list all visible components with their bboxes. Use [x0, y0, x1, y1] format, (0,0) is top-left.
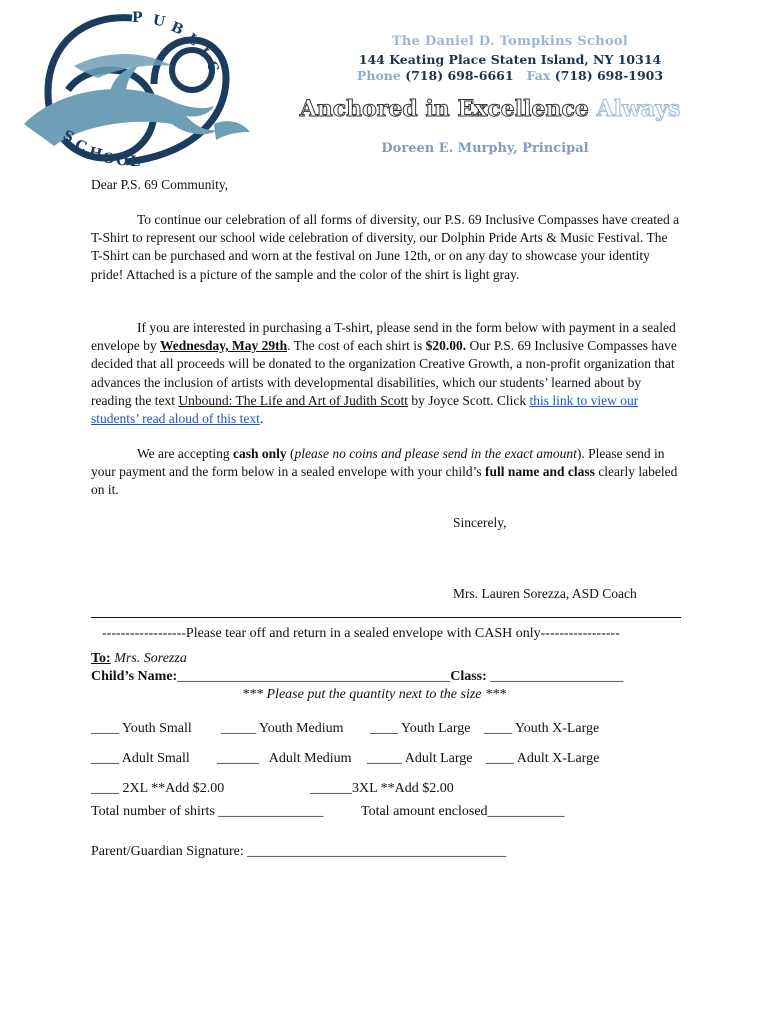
paragraph-payment	[91, 445, 681, 500]
principal-name: Doreen E. Murphy, Principal	[381, 141, 589, 156]
logo-letter-p: P	[132, 10, 143, 26]
to-label: To:	[91, 651, 111, 666]
youth-medium-field[interactable]: _____ Youth Medium	[221, 721, 344, 736]
logo-letter-l: L	[183, 30, 202, 50]
to-line	[91, 650, 187, 668]
class-field[interactable]: ___________________	[486, 669, 624, 684]
greeting: Dear P.S. 69 Community,	[91, 177, 229, 192]
payment-note: please no coins and please send in the exact amount	[294, 446, 577, 461]
p3-text-d: clearly labeled on it.	[91, 464, 678, 498]
motto-main: Anchored in Excellence	[299, 96, 589, 122]
adult-xlarge-field[interactable]: ____ Adult X-Large	[486, 751, 600, 766]
fax-label: Fax	[526, 68, 551, 83]
child-name-field[interactable]: _______________________________________	[177, 669, 451, 684]
logo-letter-o2: O	[115, 153, 129, 170]
size-3xl-field[interactable]: ______3XL **Add $2.00	[310, 781, 454, 796]
p2-text-d: by Joyce Scott. Click	[407, 392, 530, 408]
total-shirts-field[interactable]: Total number of shirts _______________	[91, 804, 324, 819]
fax-number: (718) 698-1903	[554, 68, 664, 83]
signature-name: Mrs. Lauren Sorezza, ASD Coach	[453, 586, 637, 601]
adult-medium-field[interactable]: ______ Adult Medium	[217, 751, 352, 766]
closing: Sincerely,	[453, 515, 507, 530]
name-class-requirement: full name and class	[485, 464, 595, 480]
paragraph-intro: To continue our celebration of all forms of diversity, our P.S. 69 Inclusive Compasses have created a T-Shirt to represent our school wide celebration of diversity, our Dolphin Pride Arts & Music Festival. The T-Shirt can be purchased and worn at the festival on June 12th, or on any day to showcase your identity pride! Attached is a picture of the sample and the color of the shirt is light gray.	[91, 212, 680, 282]
read-aloud-link[interactable]: this link to view our students’ read aloud of this text	[91, 392, 639, 427]
school-name: The Daniel D. Tompkins School	[391, 34, 629, 49]
school-logo	[14, 6, 254, 174]
p3-text-a: We are accepting	[137, 446, 233, 461]
adult-small-field[interactable]: ____ Adult Small	[91, 751, 190, 766]
quantity-note: *** Please put the quantity next to the size ***	[242, 687, 507, 702]
class-label: Class:	[450, 669, 487, 684]
adult-large-field[interactable]: _____ Adult Large	[367, 751, 473, 766]
phone-number: (718) 698-6661	[405, 68, 514, 83]
p2-text-a: If you are interested in purchasing a T-shirt, please send in the form below with payment in a sealed envelope by	[91, 320, 676, 354]
logo-letter-c2: C	[72, 136, 89, 156]
total-amount-field[interactable]: Total amount enclosed___________	[361, 804, 565, 819]
divider-line	[91, 617, 681, 618]
to-recipient: Mrs. Sorezza	[114, 651, 187, 666]
youth-large-field[interactable]: ____ Youth Large	[370, 721, 471, 736]
school-contact	[300, 68, 720, 83]
p3-text-c: ). Please send in your payment and the form below in a sealed envelope with your child’s	[91, 446, 665, 480]
p2-text-b: . The cost of each shirt is	[287, 338, 426, 354]
logo-letter-o: O	[101, 150, 116, 168]
child-name-line	[91, 668, 691, 686]
p2-text-c: Our P.S. 69 Inclusive Compasses have decided that all proceeds will be donated to the organization Creative Growth, a non-profit organization that advances the inclusion of artists with developmental disabilities, which our students’ learned about by reading the text	[91, 338, 677, 408]
paragraph-purchase	[91, 319, 681, 428]
p3-text-b: (	[286, 446, 295, 461]
logo-letter-h: H	[87, 144, 104, 164]
book-title: Unbound: The Life and Art of Judith Scott	[178, 392, 408, 408]
phone-label: Phone	[356, 68, 401, 83]
school-motto	[270, 96, 710, 122]
motto-accent: Always	[596, 96, 681, 122]
school-address: 144 Keating Place Staten Island, NY 10314	[358, 52, 662, 67]
logo-letter-b: B	[168, 19, 186, 39]
logo-letter-i: I	[194, 44, 212, 60]
size-2xl-field[interactable]: ____ 2XL **Add $2.00	[91, 781, 225, 796]
shirt-price: $20.00.	[425, 338, 467, 354]
logo-letter-s: S	[60, 127, 77, 147]
youth-xlarge-field[interactable]: ____ Youth X-Large	[484, 721, 600, 736]
child-name-label: Child’s Name:	[91, 669, 178, 684]
tear-off-line: ------------------Please tear off and return in a sealed envelope with CASH only-----------------	[102, 626, 620, 641]
guardian-signature-field[interactable]: Parent/Guardian Signature: _____________________________________	[91, 844, 507, 859]
p2-text-e: .	[259, 411, 264, 427]
youth-small-field[interactable]: ____ Youth Small	[91, 721, 192, 736]
logo-letter-l2: L	[130, 154, 140, 170]
logo-letter-u: U	[151, 12, 167, 31]
logo-letter-c: C	[202, 58, 222, 76]
cash-only: cash only	[232, 446, 287, 461]
deadline-date: Wednesday, May 29th	[159, 338, 288, 354]
